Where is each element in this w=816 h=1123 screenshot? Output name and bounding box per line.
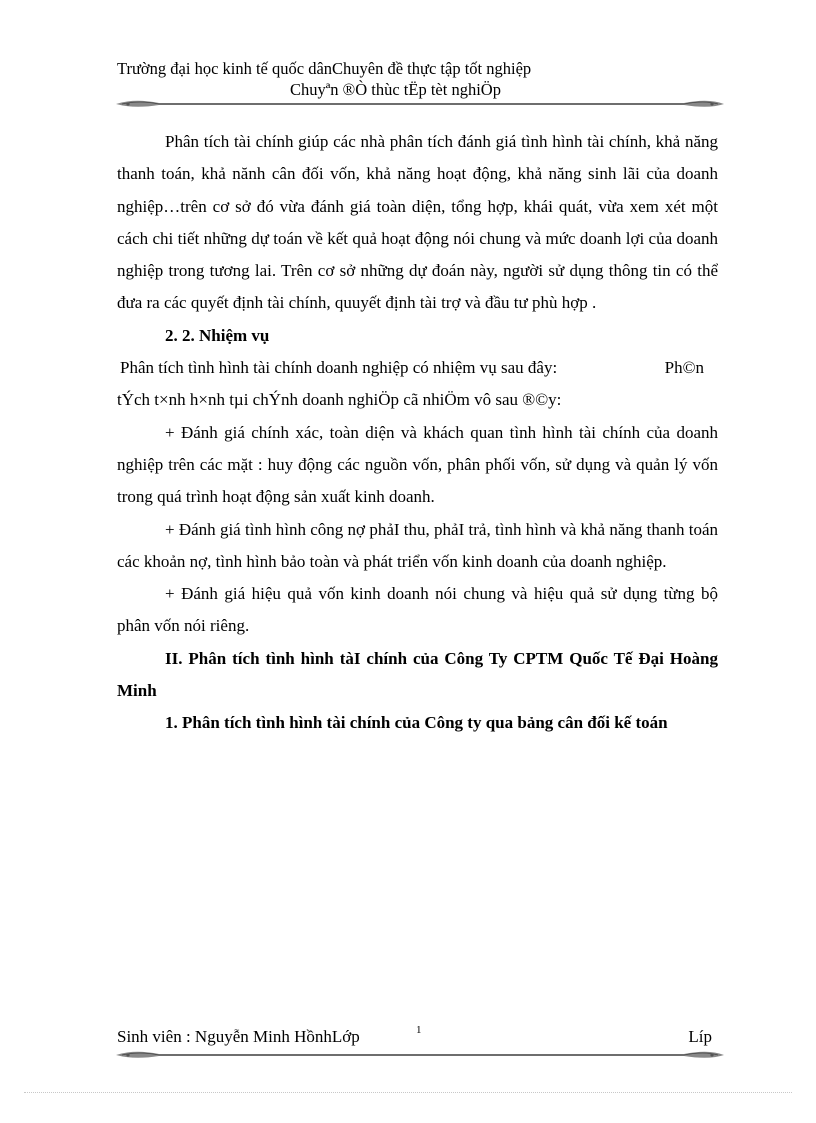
paragraph-analysis-purpose: Phân tích tài chính giúp các nhà phân tích đánh giá tình hình tài chính, khả năng thanh toán, khả nănh cân đối vốn, khả năng hoạt động, khả năng sinh lãi của doanh nghiệp…trên cơ sở đó vừa đánh giá toàn diện, tổng hợp, khái quát, vừa xem xét một cách chi tiết những dự toán về kết quả hoạt động nói chung và mức doanh lợi của doanh nghiệp trong tương lai. Trên cơ sở những dự đoán này, người sử dụng thông tin có thể đưa ra các quyết định tài chính, quuyết định tài trợ và đầu tư phù hợp .	[117, 132, 718, 313]
footer-student-name: Sinh viên : Nguyễn Minh HồnhLớp	[117, 1027, 360, 1046]
tasks-intro-garbled-start: Ph©n	[664, 358, 704, 378]
footer-page-number: 1	[416, 1024, 422, 1036]
tasks-intro	[117, 352, 718, 417]
task-item-3: + Đánh giá hiệu quả vốn kinh doanh nói chung và hiệu quả sử dụng từng bộ phân vốn nói riêng.	[117, 584, 718, 636]
page-bottom-edge	[24, 1092, 792, 1093]
page-body	[117, 126, 718, 740]
header-line-1: Trường đại học kinh tế quốc dânChuyên đề thực tập tốt nghiệp	[117, 59, 532, 78]
footer-class: Líp	[688, 1027, 712, 1046]
tasks-intro-garbled-line: tÝch t×nh h×nh tµi chÝnh doanh nghiÖp cã nhiÖm vô sau ®©y:	[117, 390, 562, 410]
tasks-intro-text: Phân tích tình hình tài chính doanh nghiệp có nhiệm vụ sau đây:	[120, 358, 558, 378]
heading-section-II: II. Phân tích tình hình tàI chính của Công Ty CPTM Quốc Tế Đại Hoàng Minh	[117, 648, 718, 701]
task-item-2: + Đánh giá tình hình công nợ phảI thu, phảI trả, tình hình và khả năng thanh toán các khoản nợ, tình hình bảo toàn và phát triển vốn kinh doanh của doanh nghiệp.	[117, 519, 718, 571]
task-item-1: + Đánh giá chính xác, toàn diện và khách quan tình hình tài chính của doanh nghiệp trên các mặt : huy động các nguồn vốn, phân phối vốn, sử dụng và quản lý vốn trong quá trình hoạt động sản xuất kinh doanh.	[117, 422, 718, 507]
footer-decorative-rule	[114, 1047, 726, 1063]
heading-section-1: 1. Phân tích tình hình tài chính của Công ty qua bảng cân đối kế toán	[165, 713, 668, 733]
header-line-2: Chuyªn ®Ò thùc tËp tèt nghiÖp	[290, 80, 501, 99]
heading-2-2-tasks: 2. 2. Nhiệm vụ	[165, 325, 270, 345]
header-decorative-rule	[114, 96, 726, 112]
